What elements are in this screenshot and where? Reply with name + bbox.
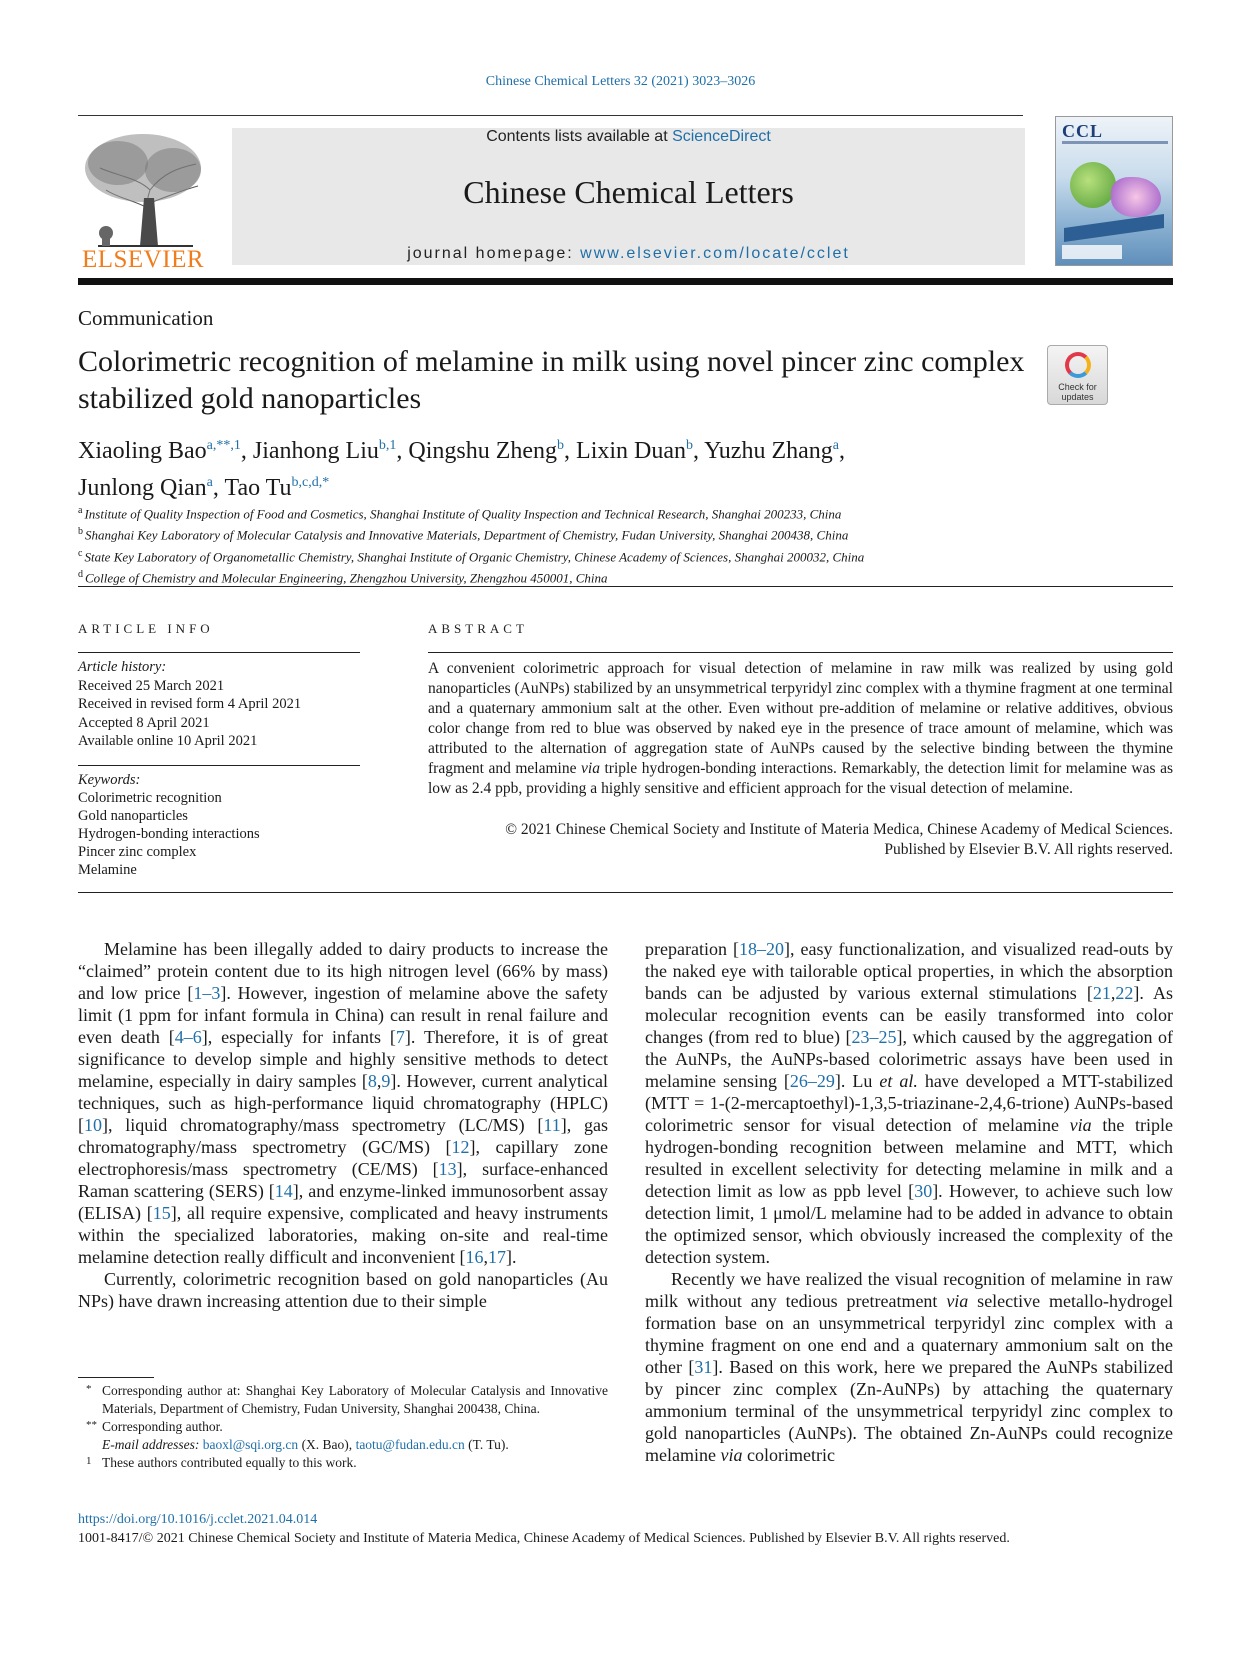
abstract-text: A convenient colorimetric approach for visual detection of melamine in raw milk was realized by using gold nanoparticles (AuNPs) stabilized by an unsymmetrical terpyridyl zinc complex with a thymine fragment at one terminal and a quaternary ammonium salt at the other. Even without pre-addition of melamine or relative additives, obvious color change from red to blue was observed by naked eye in the presence of trace amount of melamine, which was attributed to the alternation of aggregation state of AuNPs caused by the selective binding between the thymine fragment and melamine via triple hydrogen-bonding interactions. Remarkably, the detection limit for melamine was as low as 2.4 ppb, providing a highly sensitive and efficient approach for the visual detection of melamine. bbox=[428, 660, 1173, 797]
citation-link[interactable]: 30 bbox=[914, 1181, 933, 1201]
author: Yuzhu Zhang$^a$, bbox=[704, 438, 845, 464]
keywords-label: Keywords: bbox=[78, 772, 141, 788]
body-text: Currently, colorimetric recognition based on gold nanoparticles (Au NPs) have drawn increasing attention due to their simple bbox=[78, 1269, 608, 1311]
body-text: ]. bbox=[506, 1247, 517, 1267]
citation-link[interactable]: 13 bbox=[438, 1159, 457, 1179]
cover-footer bbox=[1062, 245, 1122, 259]
citation-link[interactable]: 8 bbox=[367, 1071, 377, 1091]
history-label: Article history: bbox=[78, 659, 167, 675]
italic-text: via bbox=[1069, 1115, 1092, 1135]
author-affil-mark[interactable]: a bbox=[832, 438, 839, 453]
abstract-copyright bbox=[428, 820, 1173, 860]
cover-art-sphere bbox=[1070, 162, 1116, 208]
cover-subtitle-bar bbox=[1062, 141, 1168, 144]
body-text: ], all require expensive, complicated and heavy instruments within the specialized laboratories, making on-site and real-time melamine detection really difficult and inconvenient [ bbox=[78, 1203, 608, 1267]
author-affil-mark[interactable]: a bbox=[206, 475, 213, 490]
body-paragraph bbox=[645, 1268, 1173, 1466]
history-item: Accepted 8 April 2021 bbox=[78, 714, 210, 731]
author-affil-mark[interactable]: b bbox=[557, 438, 565, 453]
keyword: Pincer zinc complex bbox=[78, 844, 197, 860]
citation-link[interactable]: 17 bbox=[488, 1247, 507, 1267]
body-paragraph bbox=[78, 938, 608, 1268]
header-rule bbox=[78, 115, 1023, 116]
journal-title: Chinese Chemical Letters bbox=[463, 174, 794, 210]
sciencedirect-link[interactable]: ScienceDirect bbox=[672, 128, 771, 145]
body-text: ], especially for infants [ bbox=[201, 1027, 396, 1047]
email-link[interactable]: baoxl@sqi.org.cn bbox=[202, 1437, 299, 1452]
author-list bbox=[78, 430, 1078, 504]
citation-link[interactable]: 12 bbox=[451, 1137, 470, 1157]
body-paragraph bbox=[78, 1268, 608, 1312]
citation-link[interactable]: 22 bbox=[1115, 983, 1134, 1003]
elsevier-wordmark: ELSEVIER bbox=[81, 246, 205, 273]
footnote-emails: E-mail addresses: baoxl@sqi.org.cn (X. Bao), taotu@fudan.edu.cn (T. Tu). bbox=[102, 1437, 509, 1452]
body-text: ], capillary zone electrophoresis/mass spectrometry (CE/MS) [ bbox=[78, 1137, 609, 1179]
body-text: ]. As molecular recognition events can be easily transformed into color changes (from red to blue) [ bbox=[645, 983, 1173, 1047]
check-updates-icon bbox=[1065, 352, 1091, 378]
body-text: ]. However, current analytical techniques, such as high-performance liquid chromatography (HPLC) [ bbox=[78, 1071, 608, 1135]
doi-link[interactable]: https://doi.org/10.1016/j.cclet.2021.04.014 bbox=[78, 1512, 318, 1527]
citation-link[interactable]: 4–6 bbox=[174, 1027, 202, 1047]
italic-text: via bbox=[946, 1291, 969, 1311]
check-updates-label: Check for updates bbox=[1058, 382, 1097, 402]
affiliation: $^c$ State Key Laboratory of Organometallic Chemistry, Shanghai Institute of Organic Chemistry, Chinese Academy of Sciences, Shanghai 200032, China bbox=[78, 547, 865, 564]
citation-link[interactable]: 11 bbox=[543, 1115, 561, 1135]
body-text: Recently we have realized the visual recognition of melamine in raw milk without any tedious pretreatment bbox=[645, 1269, 1173, 1311]
cover-title: CCL bbox=[1062, 121, 1104, 141]
body-text: Melamine has been illegally added to dairy products to increase the “claimed” protein content due to its high nitrogen level (66% by mass) and low price [ bbox=[78, 939, 608, 1003]
author: Qingshu Zheng$^b$, bbox=[408, 438, 577, 464]
header-thick-rule bbox=[78, 278, 1173, 285]
citation-link[interactable]: 9 bbox=[381, 1071, 391, 1091]
article-info-rule bbox=[78, 652, 360, 653]
body-text: ]. However, to achieve such low detection limit, 1 μmol/L melamine had to be added in advance to obtain the optimized sensor, which obviously increased the complexity of the detection system. bbox=[645, 1181, 1173, 1267]
check-for-updates-button[interactable] bbox=[1047, 345, 1108, 405]
homepage-line bbox=[232, 245, 1025, 263]
article-history bbox=[78, 658, 360, 751]
body-text: ]. However, ingestion of melamine above the safety limit (1 ppm for infant formula in China) can result in renal failure and even death [ bbox=[78, 983, 608, 1047]
contents-line bbox=[232, 128, 1025, 146]
author: Tao $Tu^{b,c,d,*}$ bbox=[224, 475, 330, 501]
body-paragraph bbox=[645, 938, 1173, 1268]
keyword: Melamine bbox=[78, 862, 137, 878]
body-text: ], easy functionalization, and visualized read-outs by the naked eye with tailorable optical properties, in which the absorption bands can be adjusted by various external stimulations [ bbox=[645, 939, 1174, 1003]
citation-link[interactable]: 26–29 bbox=[789, 1071, 835, 1091]
citation-link[interactable]: 14 bbox=[274, 1181, 293, 1201]
citation-link[interactable]: 1–3 bbox=[193, 983, 221, 1003]
body-text: ], liquid chromatography/mass spectrometry (LC/MS) [ bbox=[102, 1115, 544, 1135]
citation-link[interactable]: 23–25 bbox=[851, 1027, 897, 1047]
footnotes bbox=[78, 1382, 608, 1472]
footnote: ** Corresponding author. bbox=[86, 1419, 223, 1434]
author: Junlong Qian$^a$, bbox=[78, 475, 225, 501]
history-item: Received in revised form 4 April 2021 bbox=[78, 696, 302, 712]
author-affil-mark[interactable]: a,**,1 bbox=[206, 438, 241, 453]
body-text: ], and enzyme-linked immunosorbent assay (ELISA) [ bbox=[78, 1181, 608, 1223]
affiliation: $^a$ Institute of Quality Inspection of Food and Cosmetics, Shanghai Institute of Quality Inspection and Technical Research, Shanghai 200233, China bbox=[78, 505, 842, 522]
contents-prefix: Contents lists available at bbox=[486, 128, 673, 145]
issn-copyright-line: 1001-8417/© 2021 Chinese Chemical Society and Institute of Materia Medica, Chinese Academy of Medical Sciences. Published by Elsevier B.V. All rights reserved. bbox=[78, 1531, 1010, 1546]
citation-link[interactable]: 15 bbox=[152, 1203, 171, 1223]
keywords-rule bbox=[78, 765, 360, 766]
author-affil-mark[interactable]: b,1 bbox=[378, 438, 397, 453]
author-affil-mark[interactable]: b bbox=[686, 438, 694, 453]
italic-text: et al. bbox=[879, 1071, 918, 1091]
body-text: have developed a MTT-stabilized (MTT = 1-(2-mercaptoethyl)-1,3,5-triazinane-2,4,6-trione) AuNPs-based colorimetric sensor for visual detection of melamine bbox=[645, 1071, 1173, 1135]
citation-link[interactable]: 10 bbox=[84, 1115, 102, 1135]
keywords bbox=[78, 771, 360, 879]
italic-text: via bbox=[720, 1445, 743, 1465]
body-text: ], surface-enhanced Raman scattering (SERS) [ bbox=[78, 1159, 608, 1201]
journal-reference[interactable]: Chinese Chemical Letters 32 (2021) 3023–3026 bbox=[485, 74, 756, 89]
copyright-line: © 2021 Chinese Chemical Society and Institute of Materia Medica, Chinese Academy of Medical Sciences. bbox=[505, 821, 1173, 838]
body-text: ]. Therefore, it is of great significance to develop simple and highly sensitive methods to detect melamine, especially in dairy samples [ bbox=[78, 1027, 609, 1091]
body-text: , bbox=[376, 1071, 382, 1091]
footnote: * Corresponding author at: Shanghai Key Laboratory of Molecular Catalysis and Innovative Materials, Department of Chemistry, Fudan University, Shanghai 200438, China. bbox=[86, 1383, 608, 1416]
email-link[interactable]: taotu@fudan.edu.cn bbox=[355, 1437, 465, 1452]
affiliation: $^b$ Shanghai Key Laboratory of Molecular Catalysis and Innovative Materials, Department of Chemistry, Fudan University, Shanghai 200438, China bbox=[78, 526, 849, 543]
affiliation: $^d$ College of Chemistry and Molecular Engineering, Zhengzhou University, Zhengzhou 450001, China bbox=[78, 568, 608, 586]
author: Lixin Duan$^b$, bbox=[576, 438, 705, 464]
body-text: ]. Lu bbox=[834, 1071, 880, 1091]
homepage-link[interactable]: www.elsevier.com/locate/cclet bbox=[580, 245, 850, 262]
article-type: Communication bbox=[78, 306, 214, 330]
history-item: Available online 10 April 2021 bbox=[78, 733, 258, 749]
author: Jianhong Liu$^{b,1}$, bbox=[252, 438, 409, 464]
keyword: Gold nanoparticles bbox=[78, 808, 188, 824]
homepage-prefix: journal homepage: bbox=[407, 245, 581, 262]
author-affil-mark[interactable]: b,c,d,* bbox=[291, 475, 330, 490]
citation-link[interactable]: 7 bbox=[395, 1027, 405, 1047]
keyword: Hydrogen-bonding interactions bbox=[78, 826, 260, 842]
footnote-rule bbox=[78, 1377, 154, 1378]
citation-link[interactable]: 18–20 bbox=[738, 939, 784, 959]
citation-link[interactable]: 31 bbox=[694, 1357, 713, 1377]
body-text: preparation [ bbox=[645, 939, 739, 959]
body-separator-rule bbox=[78, 892, 1173, 893]
body-text: , bbox=[1110, 983, 1116, 1003]
citation-link[interactable]: 16 bbox=[465, 1247, 484, 1267]
citation-link[interactable]: 21 bbox=[1092, 983, 1111, 1003]
body-text: colorimetric bbox=[742, 1445, 835, 1465]
body-column-right bbox=[645, 938, 1173, 1466]
history-item: Received 25 March 2021 bbox=[78, 677, 225, 694]
body-text: ], which caused by the aggregation of the AuNPs, the AuNPs-based colorimetric assays have been used in melamine sensing [ bbox=[645, 1027, 1173, 1091]
copyright-line: Published by Elsevier B.V. All rights reserved. bbox=[884, 841, 1173, 858]
article-info-heading: ARTICLE INFO bbox=[78, 621, 214, 636]
footnote: 1 These authors contributed equally to this work. bbox=[86, 1455, 357, 1470]
cover-art-band bbox=[1064, 214, 1164, 242]
affiliation-list bbox=[78, 502, 1178, 587]
abstract-heading: ABSTRACT bbox=[428, 621, 528, 636]
keyword: Colorimetric recognition bbox=[78, 790, 222, 806]
section-rule bbox=[78, 586, 1173, 587]
body-column-left bbox=[78, 938, 608, 1312]
body-text: ]. Based on this work, here we prepared the AuNPs stabilized by pincer zinc complex (Zn-AuNPs) by attaching the quaternary ammonium terminal of the unsymmetrical terpyridyl zinc complex to gold nanoparticles (AuNPs). The obtained Zn-AuNPs could recognize melamine bbox=[645, 1357, 1173, 1465]
author: Xiaoling Bao$^{a,**,1}$, bbox=[78, 438, 253, 464]
body-text: , bbox=[483, 1247, 489, 1267]
article-title: Colorimetric recognition of melamine in milk using novel pincer zinc complex stabilized gold nanoparticles bbox=[78, 345, 1025, 415]
journal-cover-image[interactable] bbox=[1055, 116, 1173, 266]
body-text: the triple hydrogen-bonding recognition between melamine and MTT, which resulted in excellent selectivity for detecting melamine in milk and a detection limit as low as ppb level [ bbox=[645, 1115, 1173, 1201]
body-text: selective metallo-hydrogel formation base on an unsymmetrical terpyridyl zinc complex with a thymine fragment on one end and a quaternary ammonium salt on the other [ bbox=[645, 1291, 1173, 1377]
abstract-rule bbox=[428, 652, 1173, 653]
cover-art-blob bbox=[1111, 177, 1161, 217]
body-text: ], gas chromatography/mass spectrometry (GC/MS) [ bbox=[78, 1115, 608, 1157]
